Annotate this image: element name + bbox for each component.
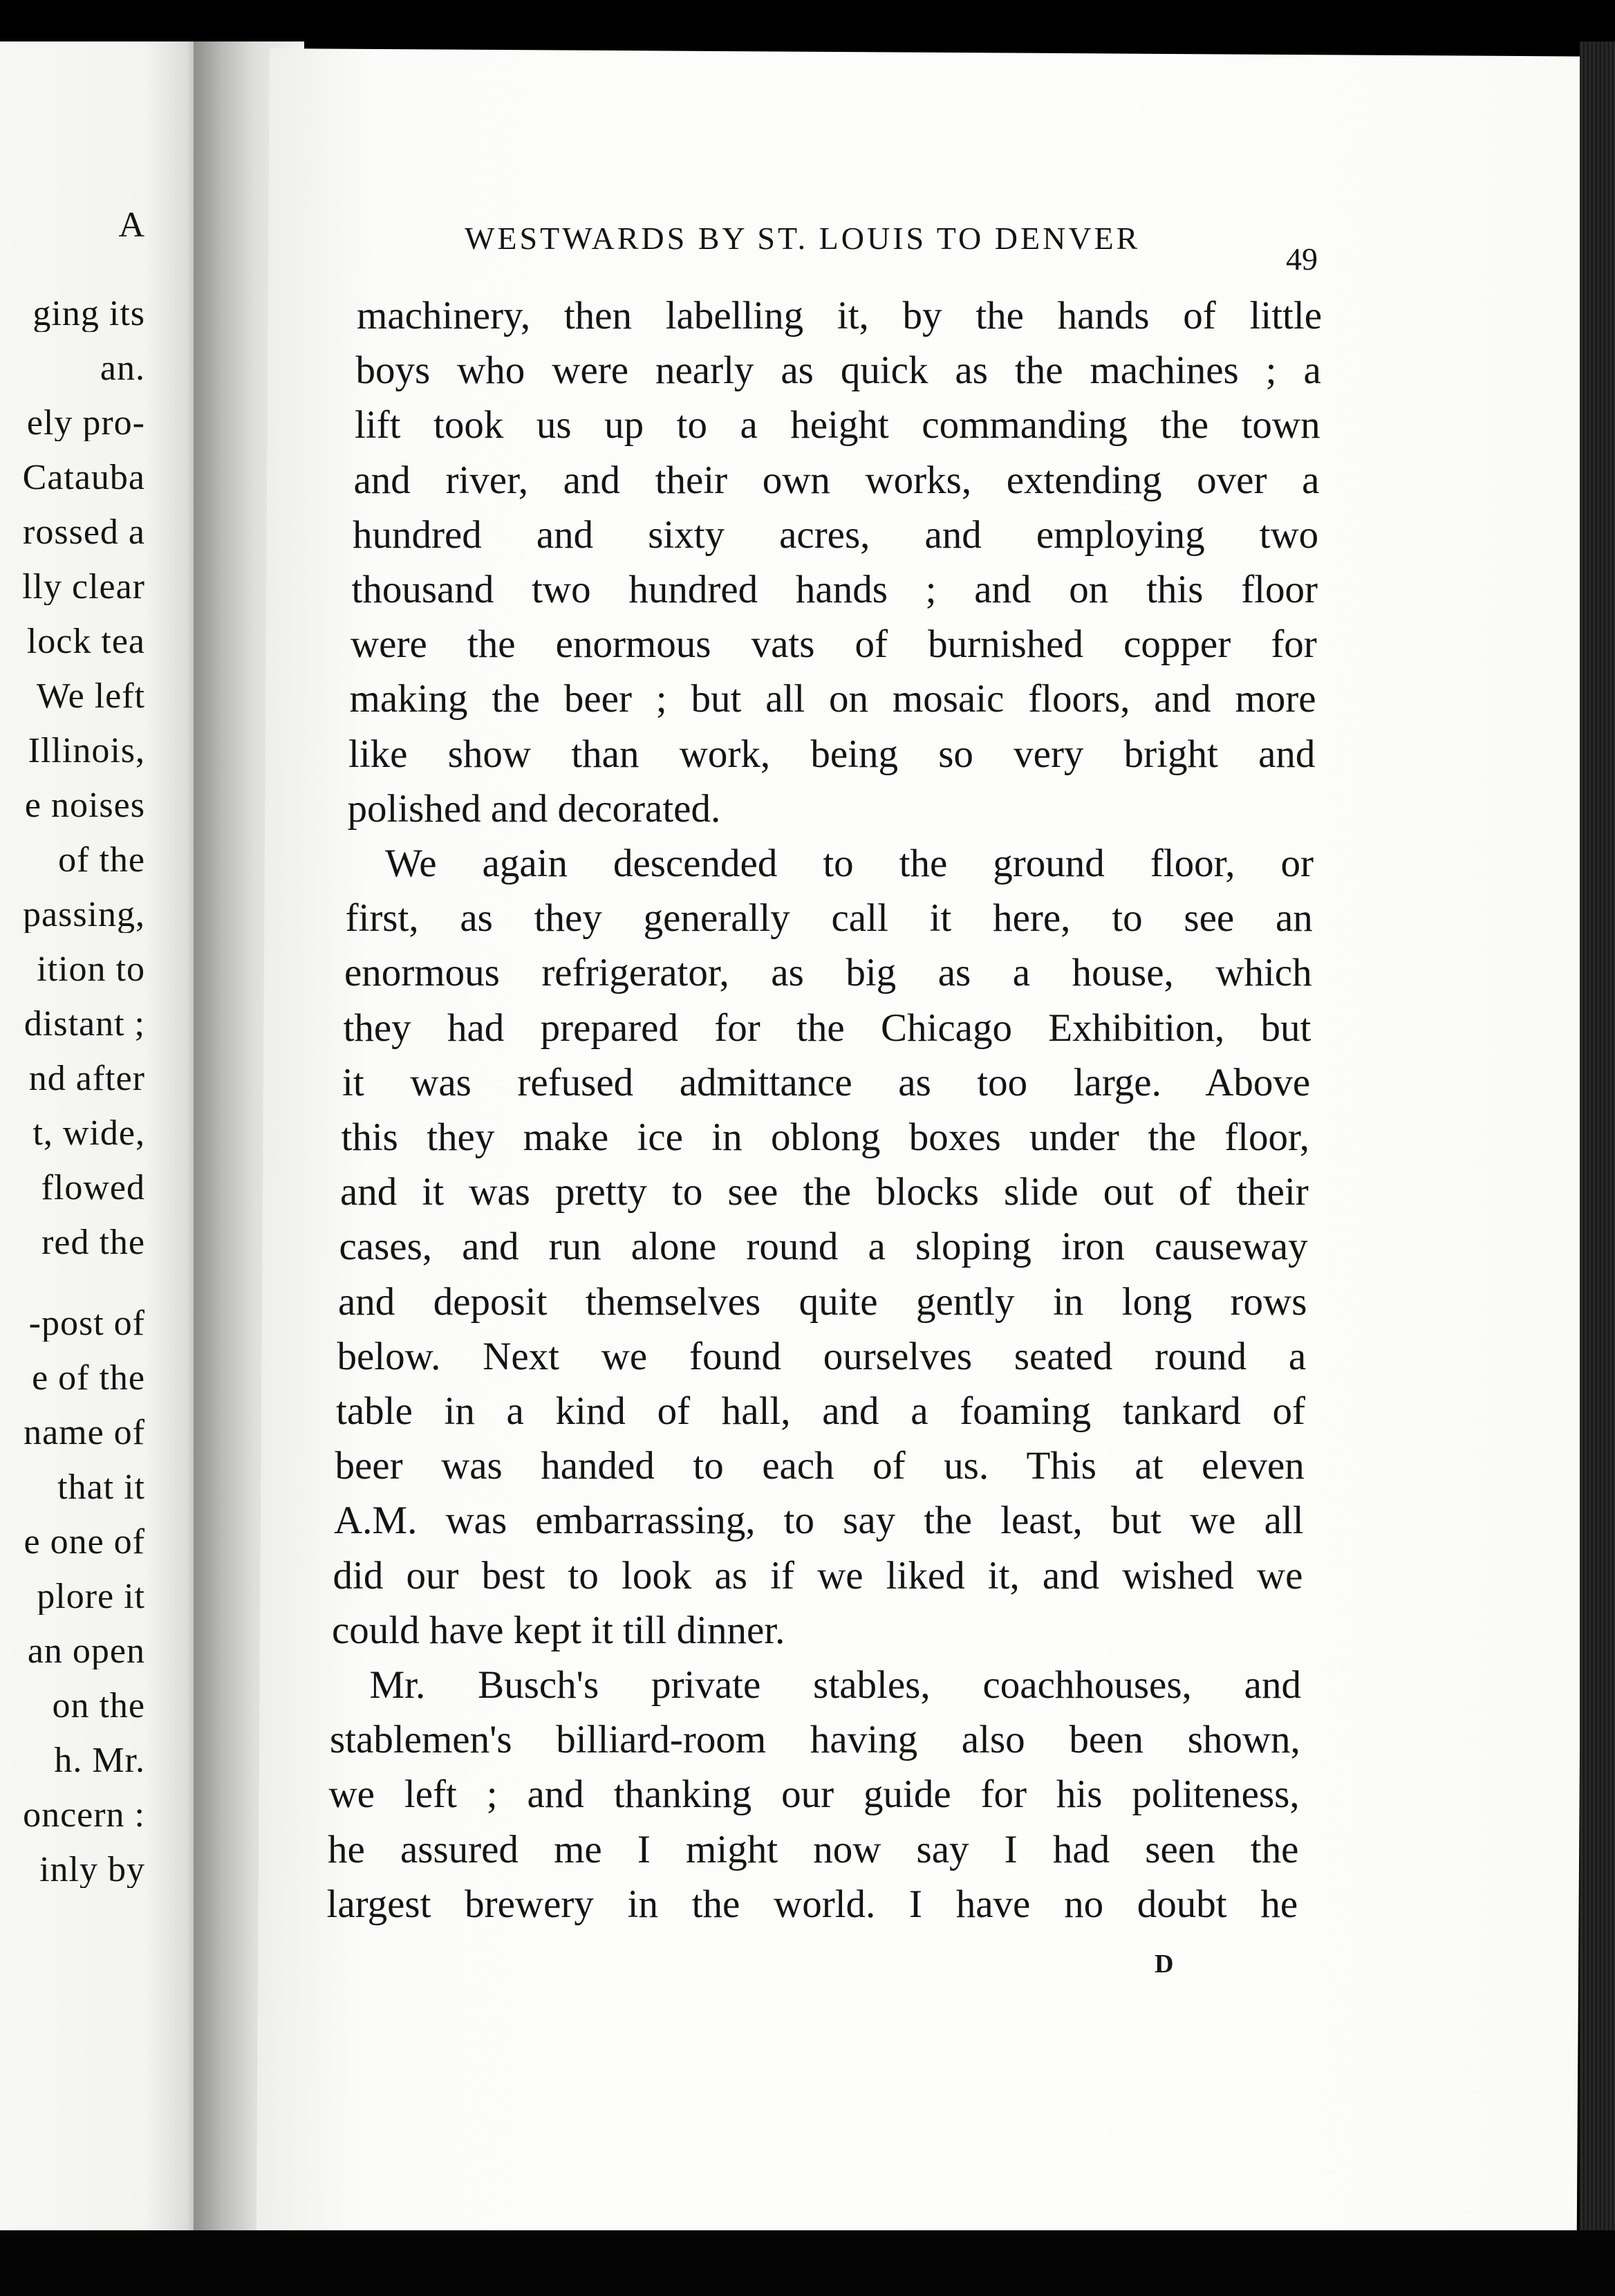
scan-border (0, 2230, 1615, 2296)
left-page-fragment: e of the (32, 1360, 145, 1396)
left-page-fragment: red the (41, 1225, 145, 1261)
left-page-fragment: flowed (41, 1170, 145, 1206)
left-page-fragment: on the (52, 1688, 145, 1724)
left-page-fragment: lly clear (22, 569, 145, 605)
left-page-fragment: e noises (24, 788, 145, 824)
text-line: boys who were nearly as quick as the machines ; a (355, 349, 1321, 393)
text-line: and it was pretty to see the blocks slide out of their (340, 1170, 1309, 1214)
text-line: it was refused admittance as too large. Above (342, 1060, 1311, 1104)
left-page-fragment: ging its (32, 296, 145, 332)
text-line: like show than work, being so very bright and (348, 732, 1316, 776)
left-page-fragment: that it (57, 1470, 145, 1506)
left-page-fragment: an open (27, 1633, 145, 1669)
text-line: and deposit themselves quite gently in long rows (338, 1279, 1307, 1324)
text-line: We again descended to the ground floor, or (385, 842, 1314, 885)
left-page-fragment: Catauba (22, 460, 145, 496)
signature-mark: D (1155, 1950, 1174, 1979)
text-line: below. Next we found ourselves seated round a (337, 1334, 1307, 1378)
text-line: A.M. was embarrassing, to say the least, but we all (334, 1499, 1304, 1543)
text-line: stablemen's billiard-room having also been shown, (330, 1718, 1300, 1762)
left-page-fragment: lock tea (26, 624, 145, 660)
left-page-fragment: oncern : (23, 1797, 145, 1833)
left-page-fragment: Illinois, (28, 733, 145, 769)
text-line: this they make ice in oblong boxes under the floor, (341, 1115, 1309, 1159)
left-page-fragment: We left (36, 678, 145, 714)
left-page-fragment: an. (100, 351, 145, 387)
left-facing-page (0, 41, 207, 2296)
page-number: 49 (1286, 241, 1318, 277)
left-page-fragment: ition to (37, 952, 145, 988)
text-line: could have kept it till dinner. (332, 1608, 785, 1652)
text-line: hundred and sixty acres, and employing two (353, 512, 1319, 557)
left-page-fragment: rossed a (23, 515, 145, 550)
text-line: cases, and run alone round a sloping iron causeway (339, 1225, 1308, 1269)
left-page-fragment: h. Mr. (54, 1743, 145, 1779)
text-line: first, as they generally call it here, to see an (345, 896, 1313, 941)
text-line: they had prepared for the Chicago Exhibition, but (343, 1006, 1311, 1050)
text-line: lift took us up to a height commanding the town (355, 403, 1320, 447)
left-page-fragment: nd after (28, 1061, 145, 1097)
text-line: enormous refrigerator, as big as a house, which (344, 951, 1312, 995)
left-page-fragment: distant ; (24, 1006, 145, 1042)
text-line: making the beer ; but all on mosaic floors, and more (349, 677, 1316, 721)
text-line: polished and decorated. (347, 786, 721, 831)
left-page-fragment: plore it (37, 1579, 145, 1615)
text-line: he assured me I might now say I had seen the (328, 1827, 1299, 1871)
left-page-fragment: t, wide, (32, 1115, 145, 1151)
text-line: machinery, then labelling it, by the hands of little (357, 294, 1322, 337)
left-page-fragment: e one of (24, 1524, 145, 1560)
text-line: largest brewery in the world. I have no doubt he (326, 1882, 1298, 1926)
left-page-fragment: name of (24, 1415, 145, 1451)
text-line: table in a kind of hall, and a foaming tankard of (336, 1389, 1305, 1433)
left-page-fragment: inly by (39, 1852, 145, 1888)
text-line: we left ; and thanking our guide for his politeness, (328, 1772, 1300, 1817)
left-page-fragment: -post of (28, 1306, 145, 1342)
page-edges (1580, 41, 1615, 2296)
left-page-fragment: ely pro- (26, 405, 145, 441)
text-line: beer was handed to each of us. This at eleven (335, 1444, 1305, 1488)
left-page-fragment: passing, (23, 897, 145, 933)
text-line: thousand two hundred hands ; and on this floor (351, 568, 1318, 611)
left-page-fragment: of the (58, 842, 145, 878)
running-head: WESTWARDS BY ST. LOUIS TO DENVER (465, 221, 1141, 256)
text-line: and river, and their own works, extending over a (353, 458, 1320, 502)
text-line: Mr. Busch's private stables, coachhouses, and (369, 1663, 1301, 1707)
text-line: were the enormous vats of burnished copper for (351, 622, 1317, 667)
left-page-fragment: A (118, 207, 145, 243)
text-line: did our best to look as if we liked it, and wished we (333, 1553, 1303, 1598)
